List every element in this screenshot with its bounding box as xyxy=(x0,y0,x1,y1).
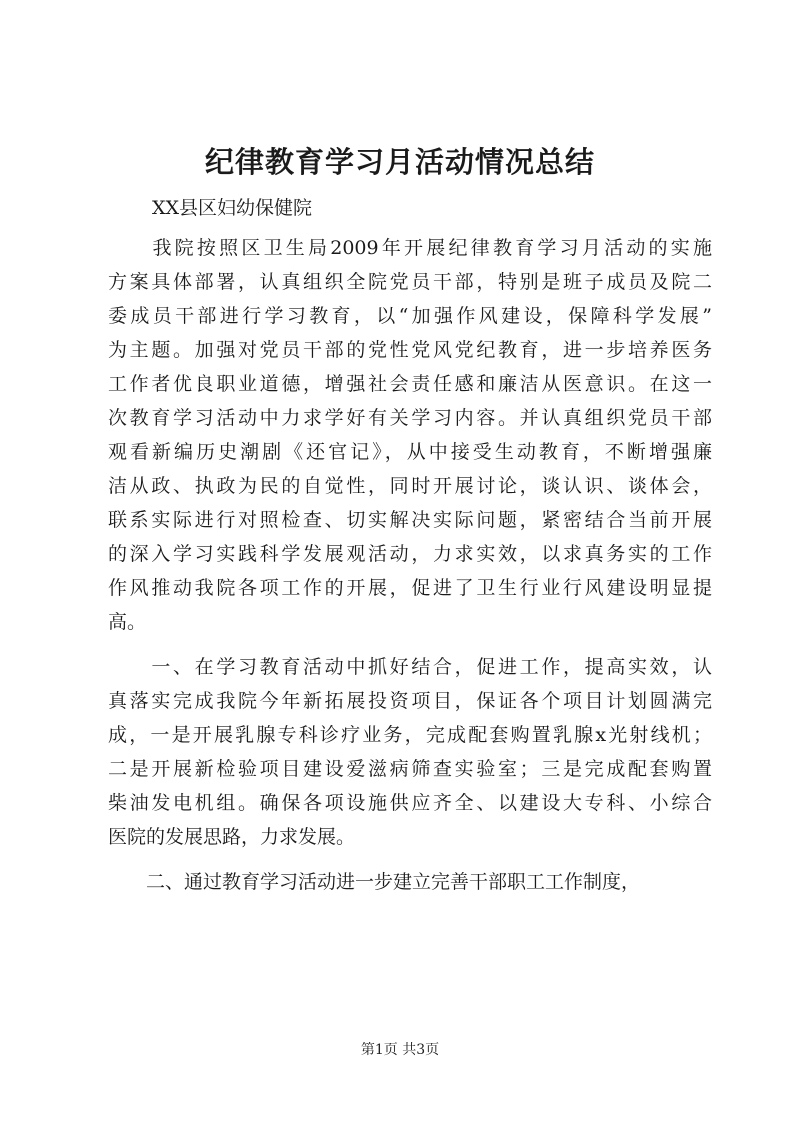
document-body xyxy=(108,231,712,899)
text-line: 真落实完成我院今年新拓展投资项目，保证各个项目计划圆满完 xyxy=(108,690,712,712)
page-footer: 第1页 共3页 xyxy=(360,1042,440,1058)
text-line: 一、在学习教育活动中抓好结合，促进工作，提高实效，认 xyxy=(108,656,712,678)
paragraph-gap xyxy=(108,854,712,865)
text-line: 医院的发展思路，力求发展。 xyxy=(108,826,356,848)
text-line: 成，一是开展乳腺专科诊疗业务，完成配套购置乳腺x光射线机； xyxy=(108,724,712,746)
paragraph xyxy=(108,650,712,854)
text-line: 委成员干部进行学习教育，以“加强作风建设，保障科学发展” xyxy=(108,305,712,327)
text-line: 洁从政、执政为民的自觉性，同时开展讨论，谈认识、谈体会， xyxy=(108,475,712,497)
paragraph xyxy=(108,231,712,639)
text-line: 高。 xyxy=(108,611,147,633)
text-line: 观看新编历史潮剧《还官记》，从中接受生动教育，不断增强廉 xyxy=(108,441,712,463)
text-line: 二、通过教育学习活动进一步建立完善干部职工工作制度， xyxy=(108,871,641,893)
paragraph-gap xyxy=(108,639,712,650)
text-line: 联系实际进行对照检查、切实解决实际问题，紧密结合当前开展 xyxy=(108,509,712,531)
text-line: 我院按照区卫生局2009年开展纪律教育学习月活动的实施 xyxy=(108,237,712,259)
document-title: 纪律教育学习月活动情况总结 xyxy=(204,145,595,179)
text-line: 次教育学习活动中力求学好有关学习内容。并认真组织党员干部 xyxy=(108,407,712,429)
text-line: 作风推动我院各项工作的开展，促进了卫生行业行风建设明显提 xyxy=(108,577,712,599)
text-line: 的深入学习实践科学发展观活动，力求实效，以求真务实的工作 xyxy=(108,543,712,565)
text-line: 方案具体部署，认真组织全院党员干部，特别是班子成员及院二 xyxy=(108,271,712,293)
text-line: 柴油发电机组。确保各项设施供应齐全、以建设大专科、小综合 xyxy=(108,792,712,814)
organization-name: XX县区妇幼保健院 xyxy=(152,197,313,219)
text-line: 为主题。加强对党员干部的党性党风党纪教育，进一步培养医务 xyxy=(108,339,712,361)
text-line: 工作者优良职业道德，增强社会责任感和廉洁从医意识。在这一 xyxy=(108,373,712,395)
text-line: 二是开展新检验项目建设爱滋病筛查实验室；三是完成配套购置 xyxy=(108,758,712,780)
paragraph xyxy=(108,865,712,899)
